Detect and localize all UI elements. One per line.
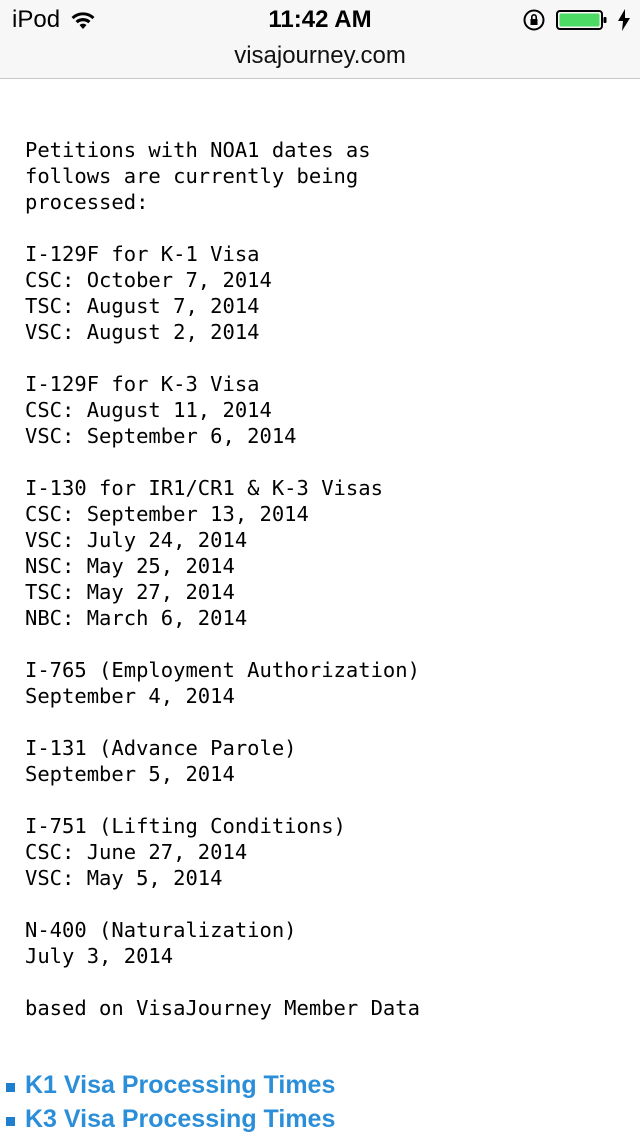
k3-processing-times-link[interactable]: K3 Visa Processing Times [25, 1105, 336, 1133]
bullet-icon [6, 1083, 15, 1092]
bullet-icon [6, 1117, 15, 1126]
processing-links-list [6, 1068, 335, 1136]
status-right-icons [522, 8, 630, 32]
blank-line [25, 787, 625, 813]
text-line: CSC: October 7, 2014 [25, 268, 272, 292]
blank-line [25, 969, 625, 995]
text-line: VSC: July 24, 2014 [25, 528, 248, 552]
text-line: Petitions with NOA1 dates as [25, 138, 371, 162]
status-time: 11:42 AM [268, 6, 372, 33]
text-line: NBC: March 6, 2014 [25, 606, 248, 630]
blank-line [25, 631, 625, 657]
text-line: I-129F for K-1 Visa [25, 242, 260, 266]
carrier-name: iPod [12, 6, 61, 33]
text-line: I-129F for K-3 Visa [25, 372, 260, 396]
blank-line [25, 345, 625, 371]
text-line: September 5, 2014 [25, 762, 235, 786]
text-line: I-765 (Employment Authorization) [25, 658, 420, 682]
text-line: follows are currently being [25, 164, 359, 188]
text-line: VSC: May 5, 2014 [25, 866, 223, 890]
blank-line [25, 709, 625, 735]
text-line: July 3, 2014 [25, 944, 174, 968]
text-line: CSC: September 13, 2014 [25, 502, 309, 526]
text-line: NSC: May 25, 2014 [25, 554, 235, 578]
list-item [6, 1068, 335, 1102]
text-line: processed: [25, 190, 149, 214]
text-line: TSC: August 7, 2014 [25, 294, 260, 318]
text-line: CSC: August 11, 2014 [25, 398, 272, 422]
text-line: I-751 (Lifting Conditions) [25, 814, 346, 838]
status-bar [0, 0, 640, 40]
text-line: September 4, 2014 [25, 684, 235, 708]
url-text[interactable]: visajourney.com [234, 42, 406, 69]
text-line: CSC: June 27, 2014 [25, 840, 248, 864]
list-item [6, 1102, 335, 1136]
charging-bolt-icon [618, 9, 630, 31]
url-bar[interactable] [0, 40, 640, 79]
text-line: VSC: August 2, 2014 [25, 320, 260, 344]
text-line: VSC: September 6, 2014 [25, 424, 297, 448]
processing-times-text [25, 137, 625, 1021]
blank-line [25, 891, 625, 917]
text-line: TSC: May 27, 2014 [25, 580, 235, 604]
k1-processing-times-link[interactable]: K1 Visa Processing Times [25, 1071, 336, 1099]
blank-line [25, 449, 625, 475]
text-line: I-130 for IR1/CR1 & K-3 Visas [25, 476, 383, 500]
battery-icon [556, 8, 608, 32]
text-line: I-131 (Advance Parole) [25, 736, 297, 760]
text-line: N-400 (Naturalization) [25, 918, 297, 942]
text-line: based on VisaJourney Member Data [25, 996, 420, 1020]
orientation-lock-icon [522, 8, 546, 32]
blank-line [25, 215, 625, 241]
